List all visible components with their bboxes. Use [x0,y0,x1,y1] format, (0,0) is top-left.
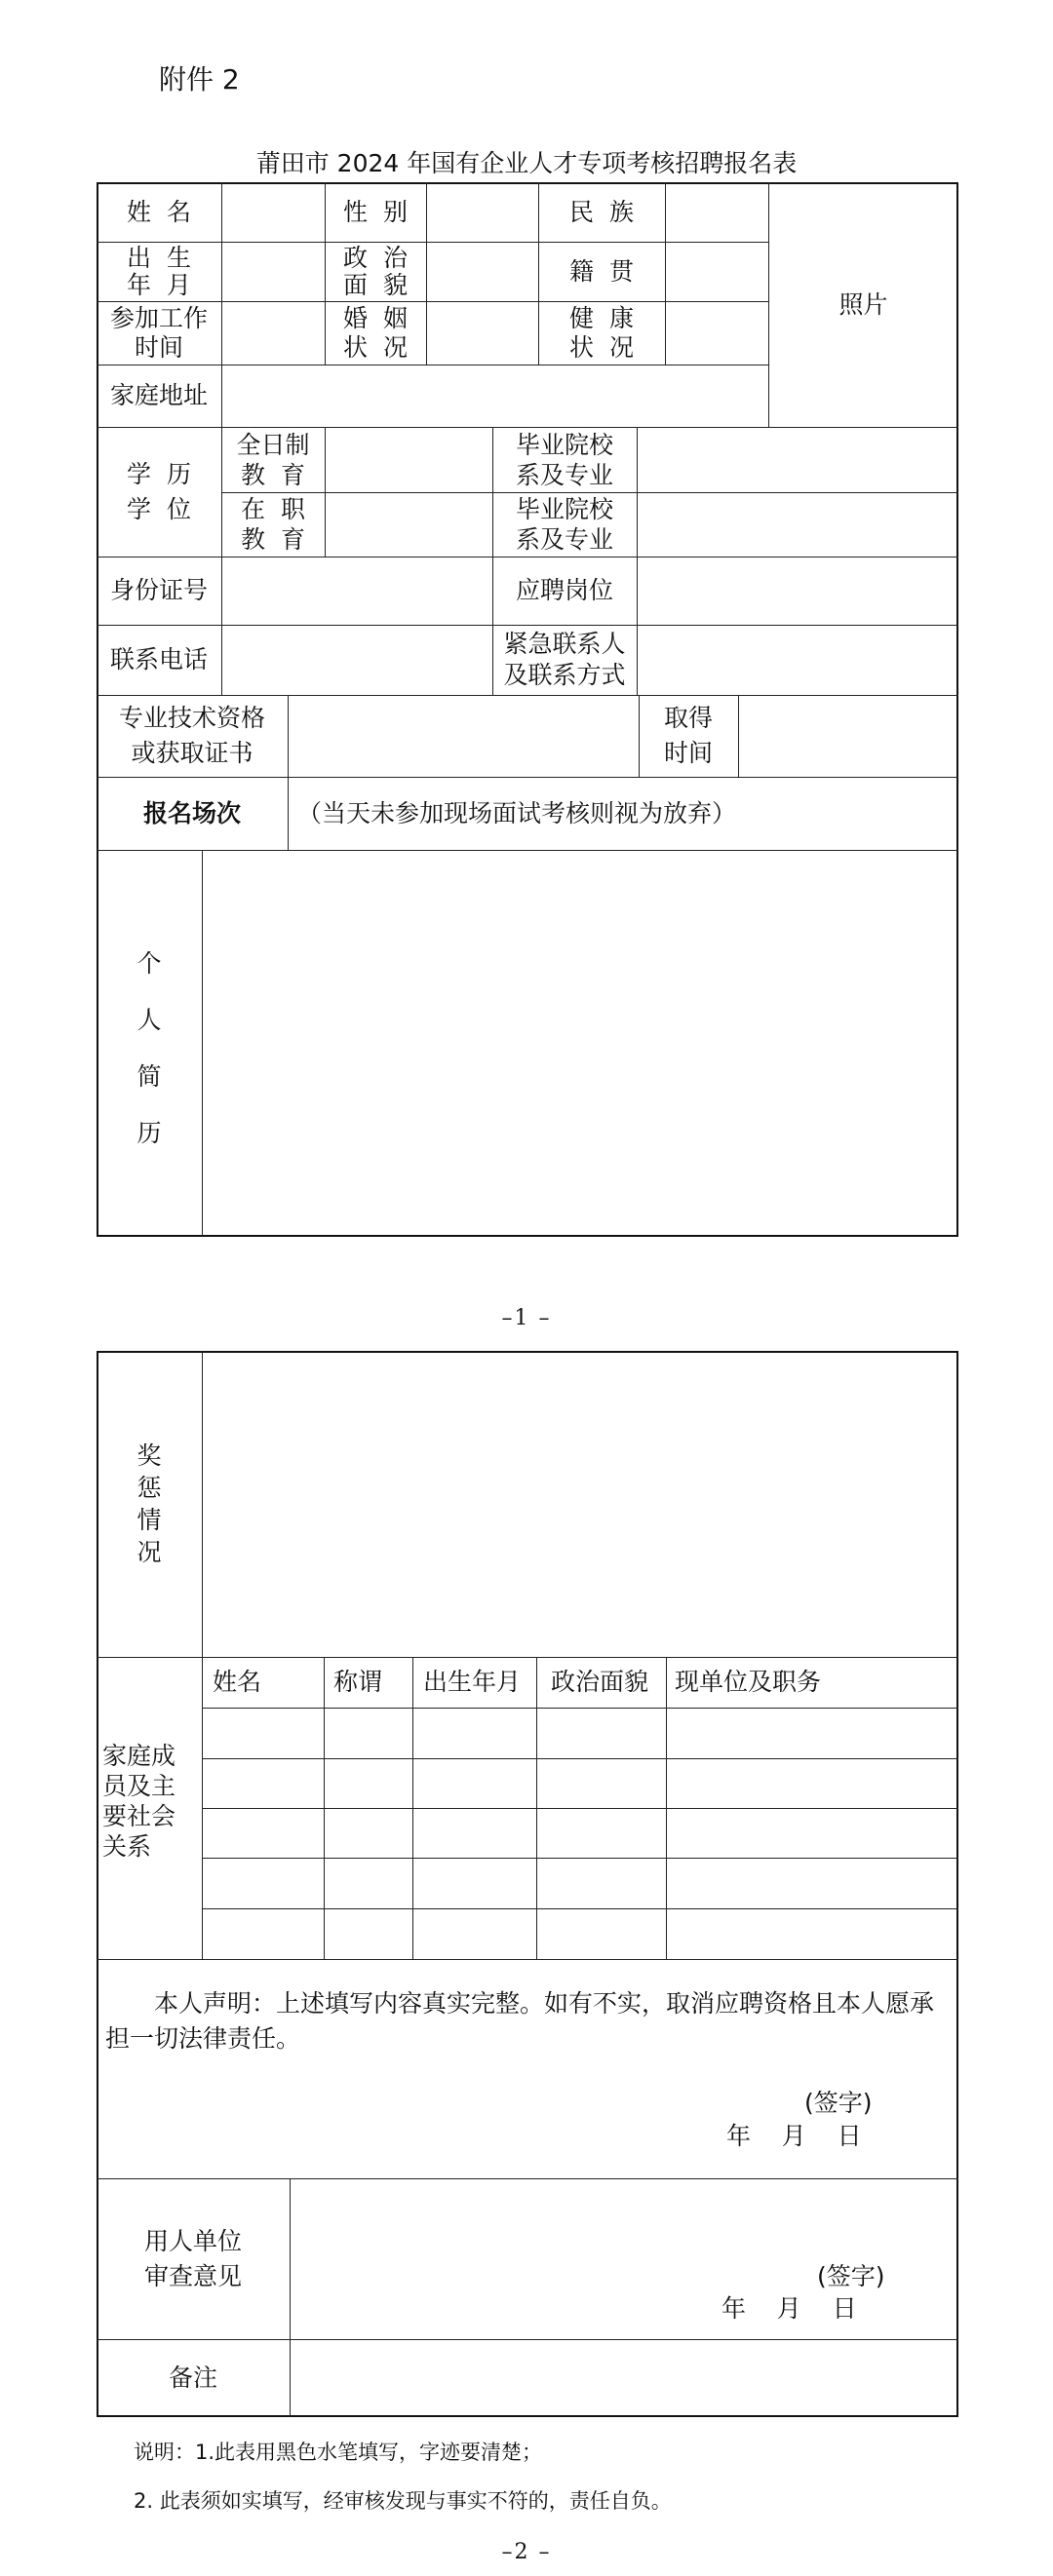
family-header-birth: 出生年月 [423,1668,522,1696]
label-address: 家庭地址 [109,381,208,409]
label-native: 籍 贯 [569,256,634,286]
label-emergency [492,625,637,695]
label-political-line2: 面 貌 [343,270,408,299]
label-position: 应聘岗位 [515,576,613,604]
label-photo: 照片 [838,289,888,319]
label-work-time [97,301,221,365]
note-2: 2. 此表须如实填写，经审核发现与事实不符的，责任自负。 [134,2489,672,2513]
declaration-signature[interactable]: (签字) [804,2089,873,2117]
family-row[interactable] [202,1808,958,1858]
field-resume[interactable] [202,850,958,1237]
field-ethnicity[interactable] [665,182,768,242]
label-emergency-line2: 及联系方式 [503,661,626,689]
label-inservice-line2: 教 育 [241,525,305,554]
form-title: 莆田市 2024 年国有企业人才专项考核招聘报名表 [255,149,798,177]
label-resume [97,936,202,1162]
label-id-number: 身份证号 [109,576,208,604]
employer-line2: 审查意见 [143,2261,242,2290]
label-ethnicity: 民 族 [569,197,634,226]
page-number-1: –1 – [501,1306,552,1330]
label-education [97,427,221,557]
field-address[interactable] [221,365,768,427]
label-work-line2: 时间 [134,332,183,362]
field-political[interactable] [426,242,538,301]
label-grad2-line1: 毕业院校 [515,495,613,523]
family-header-name: 姓名 [213,1668,262,1696]
field-position[interactable] [637,557,958,625]
label-session: 报名场次 [142,798,241,827]
field-inservice-degree[interactable] [325,492,492,557]
label-cert-line1: 专业技术资格 [118,704,265,732]
note-1: 说明：1.此表用黑色水笔填写，字迹要清楚； [134,2441,543,2464]
label-obtain-time [639,695,738,777]
label-grad1-line1: 毕业院校 [515,430,613,459]
family-label-line1: 家庭成 [102,1742,176,1770]
family-row[interactable] [202,1708,958,1758]
label-health-line2: 状 况 [569,332,634,362]
field-native[interactable] [665,242,768,301]
employer-date[interactable]: 年 月 日 [722,2294,857,2323]
label-marriage [325,301,426,365]
label-remarks: 备注 [168,2364,217,2392]
label-political-line1: 政 治 [343,243,408,272]
label-name: 姓 名 [127,197,191,226]
label-marriage-line1: 婚 姻 [343,303,408,332]
awards-char-4: 况 [136,1538,162,1566]
label-grad2-line2: 系及专业 [515,525,613,554]
field-fulltime-degree[interactable] [325,427,492,492]
session-note: （当天未参加现场面试考核则视为放弃） [297,798,737,827]
label-employer-review [97,2178,290,2339]
family-label-line3: 要社会 [102,1802,176,1830]
declaration-line2: 担一切法律责任。 [105,2024,301,2053]
field-phone[interactable] [221,625,492,695]
label-fulltime-line2: 教 育 [241,460,305,489]
awards-char-3: 情 [136,1506,162,1534]
field-obtain-time[interactable] [738,695,958,777]
resume-char-4: 历 [136,1119,162,1147]
declaration-date[interactable]: 年 月 日 [726,2122,862,2150]
field-grad-school-2[interactable] [637,492,958,557]
field-gender[interactable] [426,182,538,242]
family-row[interactable] [202,1858,958,1908]
label-inservice [221,492,325,557]
label-cert-line2: 或获取证书 [131,739,254,767]
resume-char-2: 人 [136,1006,162,1034]
label-grad-school-1 [492,427,637,492]
family-label-line4: 关系 [102,1832,152,1861]
field-emergency[interactable] [637,625,958,695]
label-education-line1: 学 历 [127,459,191,488]
label-inservice-line1: 在 职 [241,495,305,523]
label-fulltime-line1: 全日制 [236,430,310,459]
awards-char-2: 惩 [136,1474,162,1502]
field-awards[interactable] [202,1351,958,1657]
awards-char-1: 奖 [136,1442,162,1470]
resume-char-3: 简 [136,1062,162,1091]
family-label-line2: 员及主 [102,1772,176,1800]
label-obtain-line1: 取得 [663,704,713,732]
family-row[interactable] [202,1908,958,1959]
label-education-line2: 学 位 [127,494,191,523]
field-id-number[interactable] [221,557,492,625]
field-health[interactable] [665,301,768,365]
label-certificate [97,695,288,777]
employer-signature[interactable]: (签字) [817,2262,885,2290]
family-header-relation: 称谓 [333,1668,383,1696]
field-name[interactable] [221,182,325,242]
label-obtain-line2: 时间 [663,739,713,767]
label-health [538,301,665,365]
field-remarks[interactable] [290,2339,958,2417]
label-phone: 联系电话 [109,645,208,673]
field-certificate[interactable] [288,695,639,777]
label-birth-line1: 出 生 [127,243,191,272]
field-work-time[interactable] [221,301,325,365]
family-header-political: 政治面貌 [551,1668,649,1696]
label-family [102,1741,200,1862]
label-fulltime [221,427,325,492]
label-grad-school-2 [492,492,637,557]
label-work-line1: 参加工作 [109,303,208,332]
field-marriage[interactable] [426,301,538,365]
label-political [325,242,426,301]
family-row[interactable] [202,1758,958,1808]
employer-line1: 用人单位 [143,2226,242,2255]
family-header-employer: 现单位及职务 [675,1668,822,1696]
field-grad-school-1[interactable] [637,427,958,492]
label-birth-line2: 年 月 [127,270,191,299]
label-emergency-line1: 紧急联系人 [503,630,626,658]
label-gender: 性 别 [343,197,408,226]
label-awards [97,1440,202,1568]
label-birth [97,242,221,301]
resume-char-1: 个 [136,949,162,978]
attachment-label: 附件 2 [159,63,240,96]
page-number-2: –2 – [501,2540,552,2564]
field-birth[interactable] [221,242,325,301]
declaration-line1: 本人声明：上述填写内容真实完整。如有不实，取消应聘资格且本人愿承 [154,1989,935,2018]
label-marriage-line2: 状 况 [343,332,408,362]
label-health-line1: 健 康 [569,303,634,332]
photo-box[interactable] [768,182,958,427]
label-grad1-line2: 系及专业 [515,460,613,489]
